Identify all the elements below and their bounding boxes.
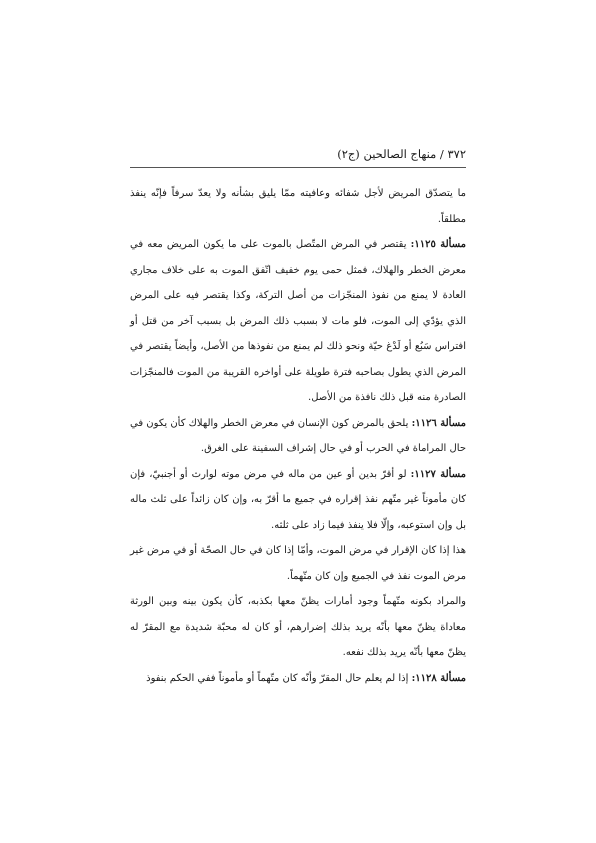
paragraph (130, 589, 466, 666)
paragraph-text: والمراد بكونه متّهماً وجود أمارات يظنّ معها بكذبه، كأن يكون بينه وبين الورثة معاداة يظنّ معها بأنّه يريد بذلك إضرارهم، أو كان له محبّة شديدة مع المقرّ له يظنّ معها بأنّه يريد بذلك نفعه. (130, 596, 466, 658)
paragraph (130, 462, 466, 539)
paragraph-text: إذا لم يعلم حال المقرّ وأنّه كان متّهماً أو مأموناً ففي الحكم بنفوذ (146, 672, 412, 684)
paragraph-text: هذا إذا كان الإقرار في مرض الموت، وأمّا إذا كان في حال الصحّة أو في مرض غير مرض الموت نفذ في الجميع وإن كان متّهماً. (130, 545, 466, 582)
running-head: ٣٧٢ / منهاج الصالحين (ج٢) (337, 147, 466, 161)
paragraph-text: ما يتصدّق المريض لأجل شفائه وعافيته ممّا يليق بشأنه ولا يعدّ سرفاً فإنّه ينفذ مطلقاً. (130, 188, 466, 225)
paragraph-text: يقتصر في المرض المتّصل بالموت على ما يكون المريض معه في معرض الخطر والهلاك، فمثل حمى يوم خفيف اتّفق الموت به على خلاف مجاري العادة لا يمنع من نفوذ المنجّزات من أصل التركة، وكذا يقتصر فيه على المرض الذي يؤدّي إلى الموت، فلو مات لا بسبب ذلك المرض بل بسبب آخر من قتل أو افتراس سَبُع أو لَدْغ حيّة ونحو ذلك لم يمنع من نفوذها من الأصل، وأيضاً يقتصر في المرض الذي يطول بصاحبه فترة طويلة على أواخره القريبة من الموت فالمنجّزات الصادرة منه قبل ذلك نافذة من الأصل. (130, 239, 466, 403)
paragraph-text: لو أقرّ بدين أو عين من ماله في مرض موته لوارث أو أجنبيّ، فإن كان مأموناً غير متّهم نفذ إقراره في جميع ما أقرّ به، وإن كان زائداً على ثلث ماله بل وإن استوعبه، وإلّا فلا ينفذ فيما زاد على ثلثه. (130, 468, 466, 531)
paragraph (130, 232, 466, 411)
header-divider (130, 167, 466, 168)
paragraph (130, 538, 466, 589)
issue-number: مسألة ١١٢٨: (411, 672, 466, 684)
issue-number: مسألة ١١٢٧: (410, 468, 466, 480)
paragraph (130, 666, 466, 692)
paragraph (130, 181, 466, 232)
issue-number: مسألة ١١٢٦: (411, 417, 466, 429)
page-body (130, 181, 466, 691)
issue-number: مسألة ١١٢٥: (410, 239, 466, 250)
paragraph (130, 411, 466, 462)
paragraph-text: يلحق بالمرض كون الإنسان في معرض الخطر والهلاك كأن يكون في حال المراماة في الحرب أو في حال إشراف السفينة على الغرق. (130, 417, 466, 454)
